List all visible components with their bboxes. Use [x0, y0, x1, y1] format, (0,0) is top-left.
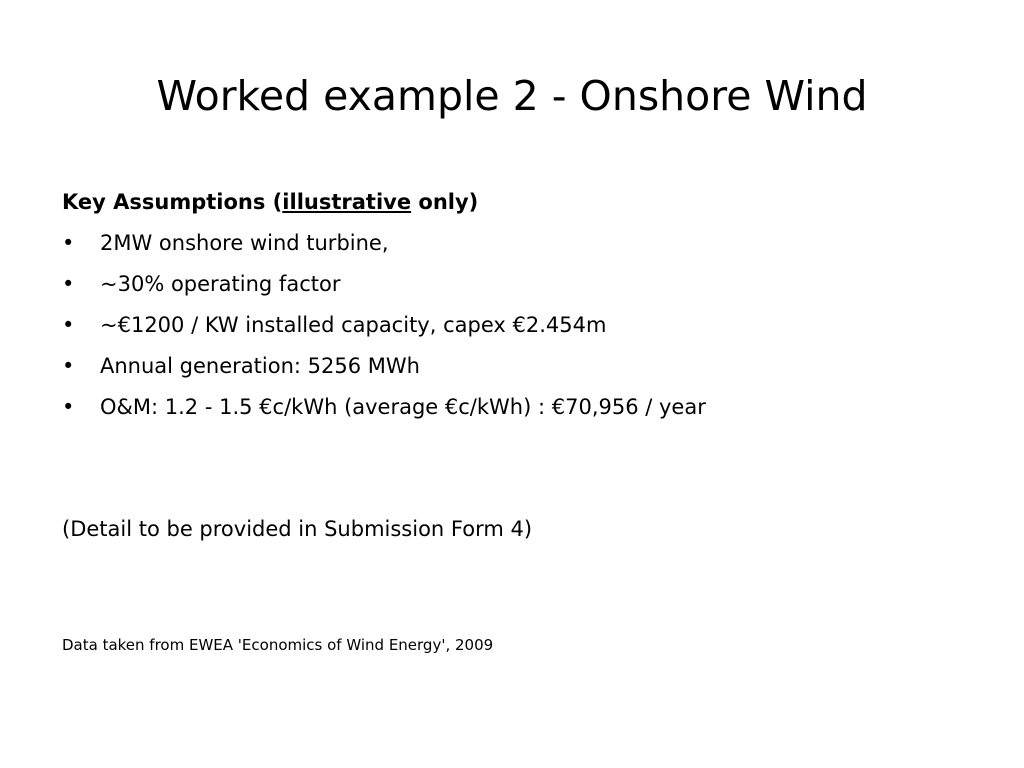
- bullet-text: ~30% operating factor: [100, 272, 341, 296]
- bullet-text: 2MW onshore wind turbine,: [100, 231, 389, 255]
- heading-suffix: only): [411, 190, 479, 214]
- heading-underlined: illustrative: [282, 190, 412, 214]
- bullet-icon: •: [62, 272, 75, 296]
- bullet-icon: •: [62, 395, 75, 419]
- bullet-icon: •: [62, 354, 75, 378]
- assumptions-heading: [62, 186, 478, 218]
- bullet-icon: •: [62, 231, 75, 255]
- bullet-text: Annual generation: 5256 MWh: [100, 354, 420, 378]
- slide-title: Worked example 2 - Onshore Wind: [156, 72, 868, 120]
- bullet-text: ~€1200 / KW installed capacity, capex €2.454m: [100, 313, 607, 337]
- bullet-text: O&M: 1.2 - 1.5 €c/kWh (average €c/kWh) : €70,956 / year: [100, 395, 706, 419]
- heading-prefix: Key Assumptions (: [62, 190, 283, 214]
- bullet-icon: •: [62, 313, 75, 337]
- source-citation: Data taken from EWEA 'Economics of Wind Energy', 2009: [62, 636, 494, 654]
- detail-note: (Detail to be provided in Submission Form 4): [62, 517, 533, 541]
